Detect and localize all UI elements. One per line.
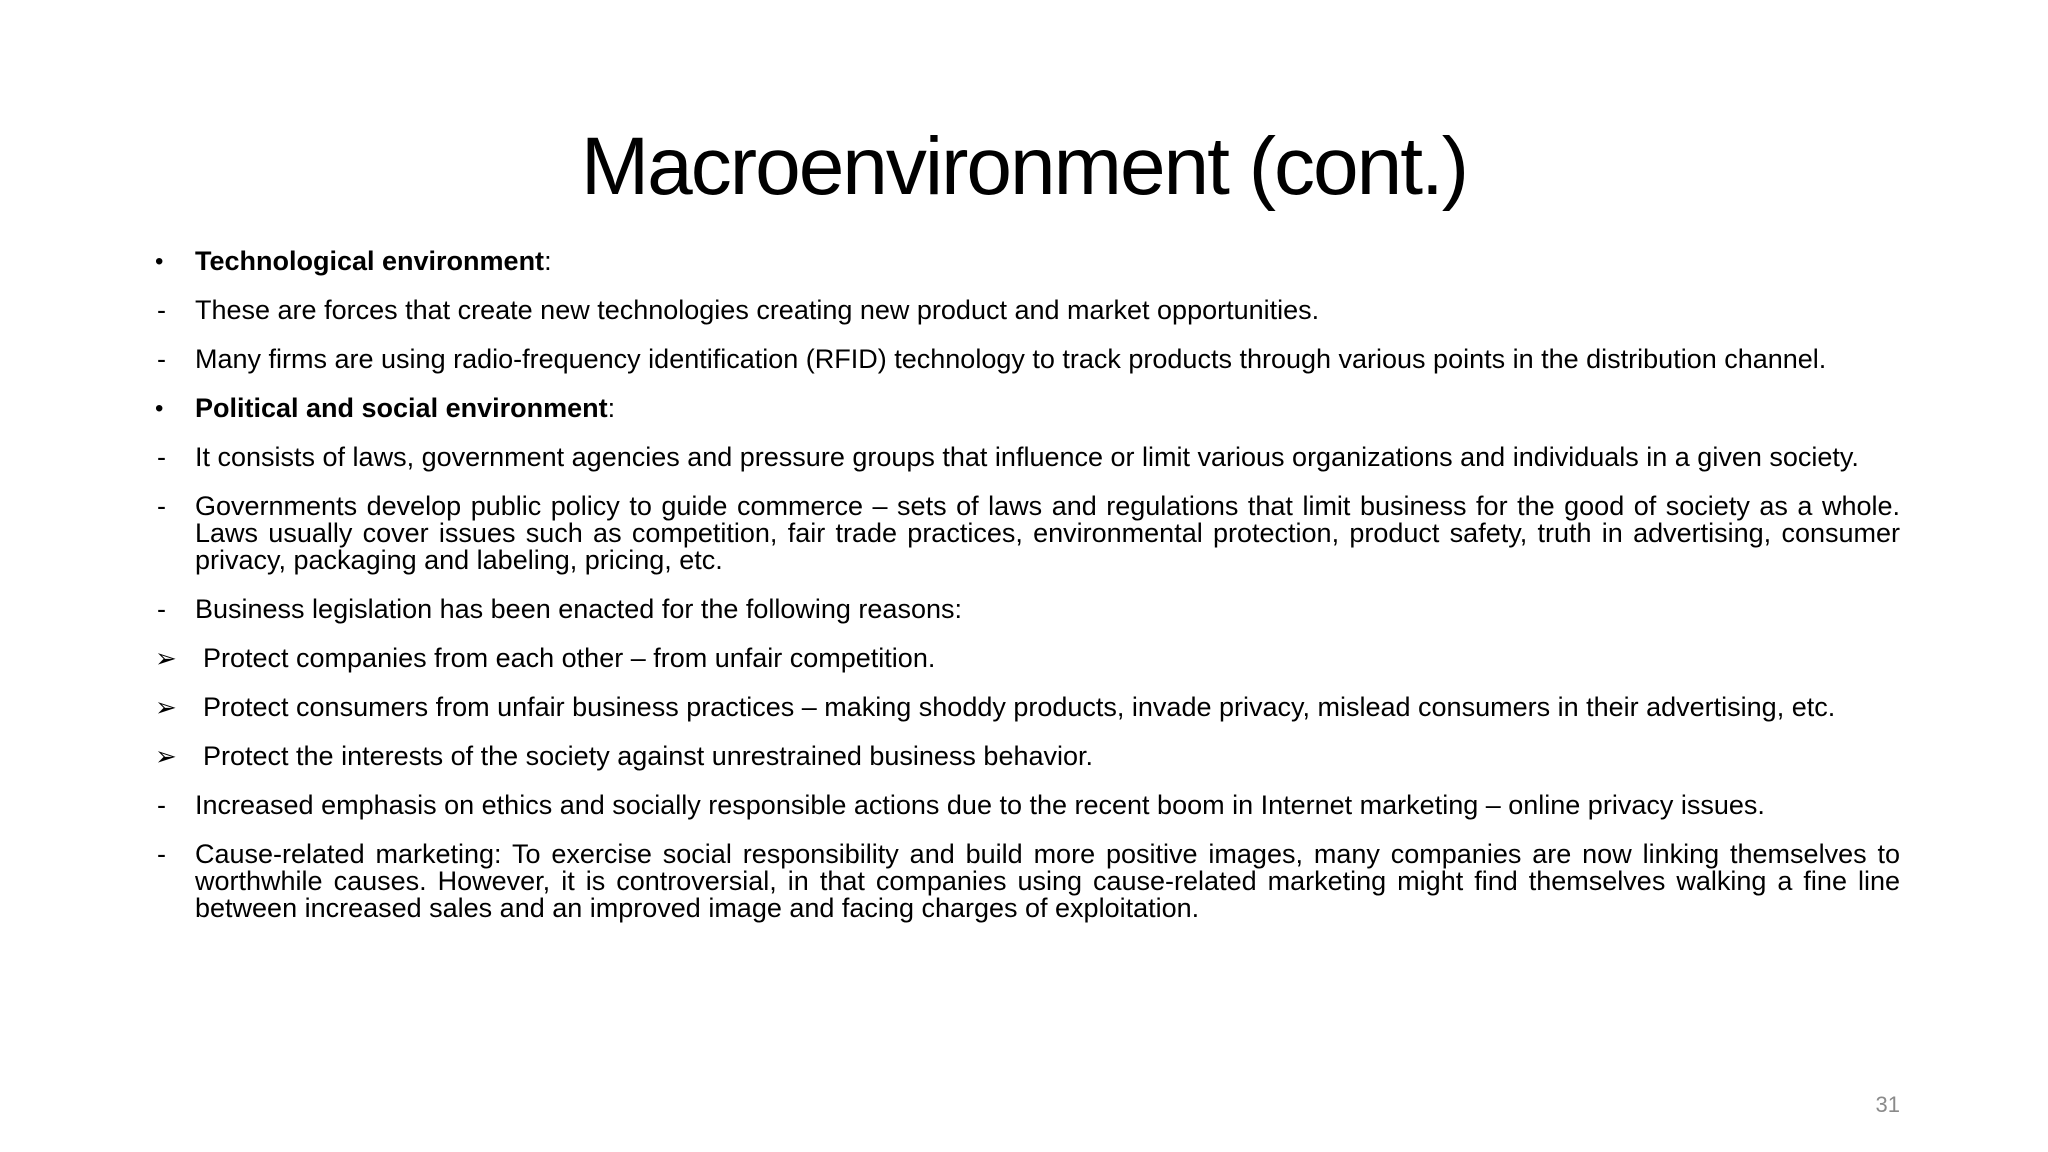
- dash-marker: -: [157, 344, 166, 374]
- list-item: [155, 841, 1900, 922]
- list-item: [155, 694, 1900, 721]
- list-item-text: Increased emphasis on ethics and socially responsible actions due to the recent boom in Internet marketing – online privacy issues.: [195, 790, 1765, 820]
- arrow-bullet-icon: ➢: [155, 692, 177, 722]
- slide-content: [155, 248, 1900, 944]
- list-item: [155, 248, 1900, 275]
- list-item-text: It consists of laws, government agencies and pressure groups that influence or limit various organizations and individuals in a given society.: [195, 442, 1859, 472]
- list-item: [155, 792, 1900, 819]
- list-item: [155, 346, 1900, 373]
- bullet-icon: •: [155, 248, 164, 275]
- list-item-text: Protect companies from each other – from unfair competition.: [203, 643, 936, 673]
- section-heading: Technological environment: [195, 246, 545, 276]
- dash-marker: -: [157, 839, 166, 869]
- slide-title: Macroenvironment (cont.): [580, 121, 1468, 212]
- list-item-text: These are forces that create new technologies creating new product and market opportunities.: [195, 295, 1320, 325]
- list-item-text: Governments develop public policy to guide commerce – sets of laws and regulations that limit business for the good of society as a whole. Laws usually cover issues such as competition, fair trade practices, environmental protection, product safety, truth in advertising, consumer privacy, packaging and labeling, pricing, etc.: [195, 491, 1900, 575]
- list-item: [155, 743, 1900, 770]
- list-item-text: Protect consumers from unfair business practices – making shoddy products, invade privacy, mislead consumers in their advertising, etc.: [203, 692, 1836, 722]
- bullet-icon: •: [155, 395, 164, 422]
- list-item: [155, 645, 1900, 672]
- section-heading: Political and social environment: [195, 393, 608, 423]
- list-item: [155, 297, 1900, 324]
- arrow-bullet-icon: ➢: [155, 741, 177, 771]
- list-item-text: Many firms are using radio-frequency identification (RFID) technology to track products through various points in the distribution channel.: [195, 344, 1827, 374]
- dash-marker: -: [157, 594, 166, 624]
- dash-marker: -: [157, 491, 166, 521]
- list-item-text: Cause-related marketing: To exercise social responsibility and build more positive images, many companies are now linking themselves to worthwhile causes. However, it is controversial, in that companies using cause-related marketing might find themselves walking a fine line between increased sales and an improved image and facing charges of exploitation.: [195, 839, 1900, 923]
- list-item: [155, 395, 1900, 422]
- page-number: 31: [1875, 1092, 1900, 1117]
- list-item-text: :: [544, 246, 552, 276]
- arrow-bullet-icon: ➢: [155, 643, 177, 673]
- dash-marker: -: [157, 295, 166, 325]
- list-item-text: Protect the interests of the society against unrestrained business behavior.: [203, 741, 1094, 771]
- dash-marker: -: [157, 790, 166, 820]
- list-item-text: :: [607, 393, 616, 423]
- list-item: [155, 444, 1900, 471]
- list-item-text: Business legislation has been enacted for the following reasons:: [195, 594, 962, 624]
- list-item: [155, 596, 1900, 623]
- dash-marker: -: [157, 442, 166, 472]
- list-item: [155, 493, 1900, 574]
